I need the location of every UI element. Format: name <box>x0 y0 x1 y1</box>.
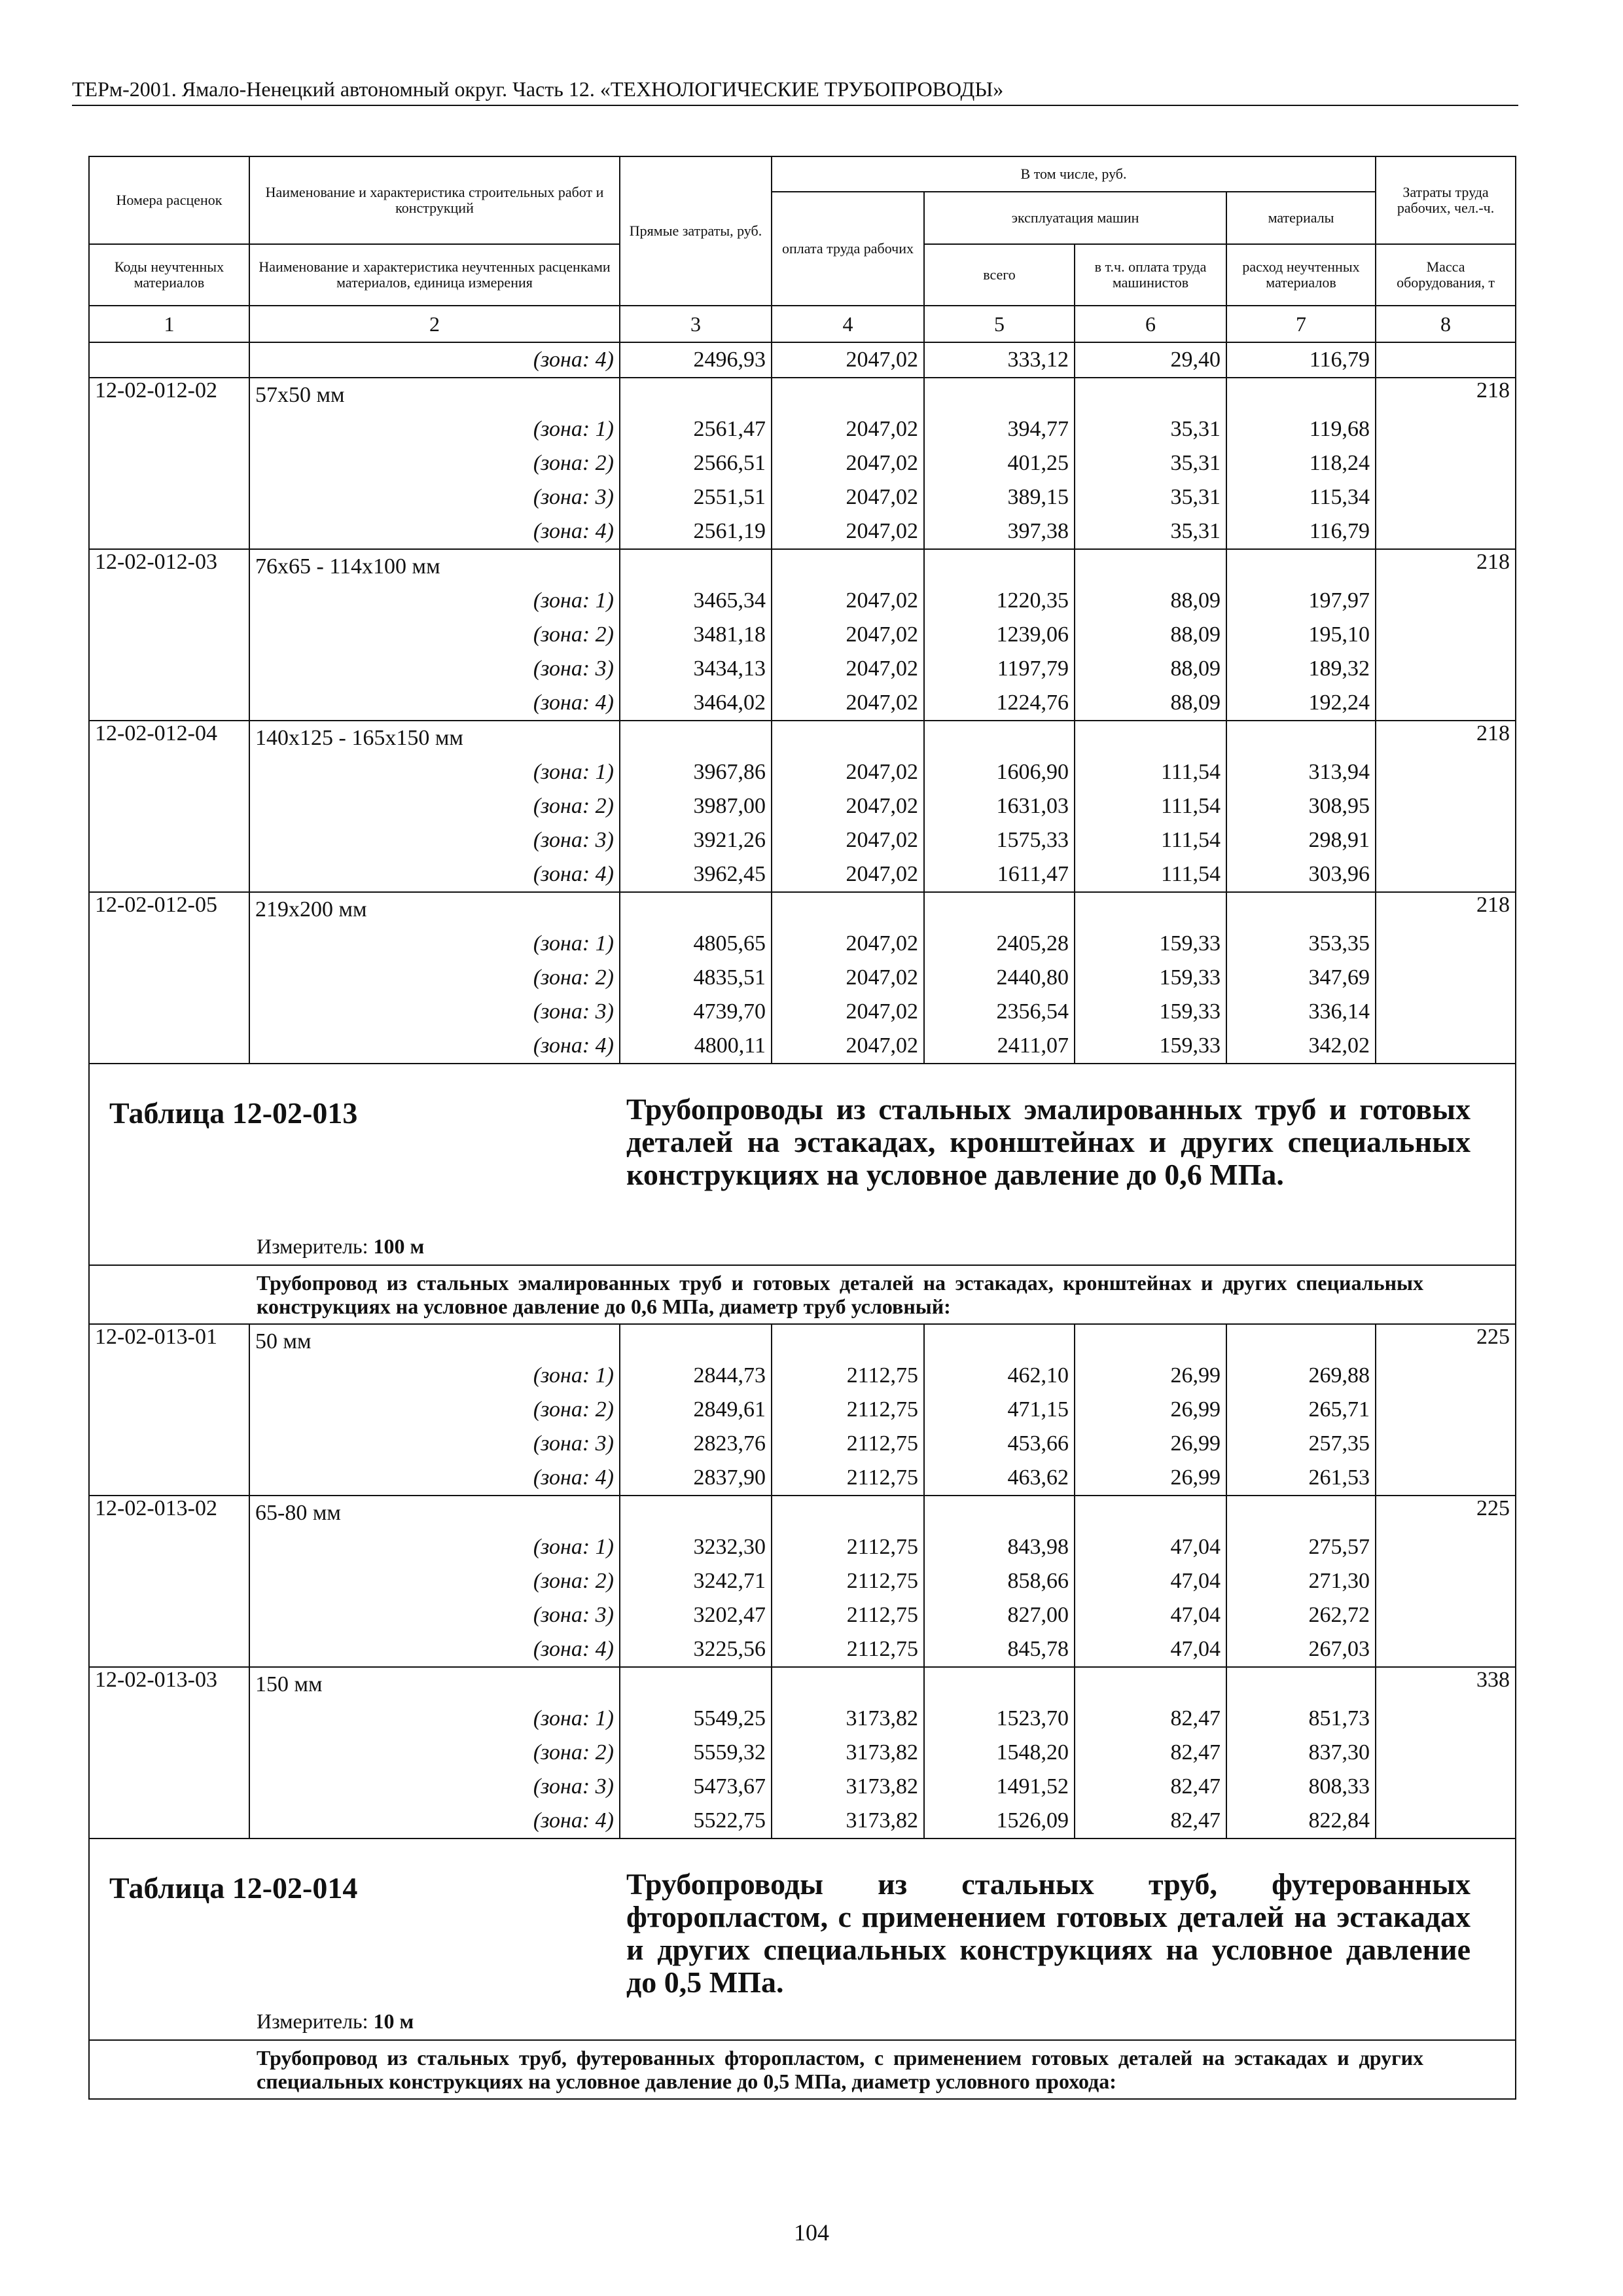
item-code: 12-02-013-02 <box>89 1496 249 1667</box>
col-number: 8 <box>1376 306 1516 342</box>
wage-cost: 2047,02 <box>772 755 924 789</box>
machines-total: 471,15 <box>924 1393 1075 1427</box>
materials-cost: 195,10 <box>1226 618 1376 652</box>
col-incl-wage-header: в т.ч. оплата труда машинистов <box>1075 244 1226 306</box>
col-codes-header: Коды неучтенных материалов <box>89 244 249 306</box>
wage-cost: 2047,02 <box>772 927 924 961</box>
item-row <box>89 378 1516 412</box>
machines-total: 1611,47 <box>924 857 1075 892</box>
zone-label: (зона: 2) <box>249 446 620 480</box>
zone-label: (зона: 3) <box>249 1770 620 1804</box>
direct-cost: 2561,19 <box>620 514 772 549</box>
col-total-header: всего <box>924 244 1075 306</box>
machines-total: 1224,76 <box>924 686 1075 721</box>
col-number: 4 <box>772 306 924 342</box>
col-mass-header: Масса оборудования, т <box>1376 244 1516 306</box>
machines-total: 858,66 <box>924 1564 1075 1598</box>
machines-total: 1197,79 <box>924 652 1075 686</box>
machinist-wage: 47,04 <box>1075 1564 1226 1598</box>
zone-row <box>89 857 1516 892</box>
labor-cell <box>1376 342 1516 378</box>
item-name: 150 мм <box>249 1667 620 1702</box>
machines-total: 845,78 <box>924 1632 1075 1667</box>
wage-cost: 2047,02 <box>772 342 924 378</box>
col-wage-header: оплата труда рабочих <box>772 192 924 306</box>
direct-cost: 3962,45 <box>620 857 772 892</box>
wage-cost: 3173,82 <box>772 1804 924 1839</box>
table-title: Трубопроводы из стальных эмалированных труб и готовых деталей на эстакадах, кронштейнах и других специальных конструкциях на условное давление до 0,6 МПа. <box>626 1092 1471 1191</box>
materials-cost: 308,95 <box>1226 789 1376 823</box>
zone-label: (зона: 3) <box>249 652 620 686</box>
zone-row <box>89 755 1516 789</box>
item-row <box>89 892 1516 927</box>
zone-row <box>89 412 1516 446</box>
table-row <box>89 342 1516 378</box>
zone-label: (зона: 3) <box>249 1598 620 1632</box>
machines-total: 463,62 <box>924 1461 1075 1496</box>
machines-total: 1631,03 <box>924 789 1075 823</box>
machines-total: 1526,09 <box>924 1804 1075 1839</box>
machinist-wage: 111,54 <box>1075 755 1226 789</box>
zone-row <box>89 789 1516 823</box>
machinist-wage: 26,99 <box>1075 1393 1226 1427</box>
direct-cost: 4739,70 <box>620 995 772 1029</box>
zone-label: (зона: 4) <box>249 686 620 721</box>
item-name: 57x50 мм <box>249 378 620 412</box>
machinist-wage: 111,54 <box>1075 789 1226 823</box>
machines-total: 389,15 <box>924 480 1075 514</box>
machinist-wage: 26,99 <box>1075 1359 1226 1393</box>
wage-cost: 2047,02 <box>772 995 924 1029</box>
machinist-wage: 88,09 <box>1075 618 1226 652</box>
machinist-wage: 159,33 <box>1075 927 1226 961</box>
direct-cost: 4800,11 <box>620 1029 772 1064</box>
direct-cost: 2837,90 <box>620 1461 772 1496</box>
item-name: 76x65 - 114x100 мм <box>249 549 620 584</box>
zone-row <box>89 480 1516 514</box>
zone-row <box>89 1461 1516 1496</box>
materials-cost: 119,68 <box>1226 412 1376 446</box>
materials-cost: 851,73 <box>1226 1702 1376 1736</box>
materials-cost: 822,84 <box>1226 1804 1376 1839</box>
header-rule <box>72 105 1518 106</box>
machines-total: 453,66 <box>924 1427 1075 1461</box>
direct-cost: 3202,47 <box>620 1598 772 1632</box>
materials-cost: 303,96 <box>1226 857 1376 892</box>
materials-cost: 197,97 <box>1226 584 1376 618</box>
materials-cost: 271,30 <box>1226 1564 1376 1598</box>
direct-cost: 3232,30 <box>620 1530 772 1564</box>
machines-total: 1606,90 <box>924 755 1075 789</box>
labor-cost: 218 <box>1376 721 1516 892</box>
zone-label: (зона: 3) <box>249 1427 620 1461</box>
direct-cost: 4805,65 <box>620 927 772 961</box>
wage-cost: 2112,75 <box>772 1632 924 1667</box>
col-number: 3 <box>620 306 772 342</box>
machines-total: 401,25 <box>924 446 1075 480</box>
machines-total: 843,98 <box>924 1530 1075 1564</box>
machinist-wage: 82,47 <box>1075 1804 1226 1839</box>
labor-cost: 218 <box>1376 549 1516 721</box>
machines-total: 2411,07 <box>924 1029 1075 1064</box>
direct-cost: 3242,71 <box>620 1564 772 1598</box>
machinist-wage: 26,99 <box>1075 1427 1226 1461</box>
materials-cost: 261,53 <box>1226 1461 1376 1496</box>
item-code: 12-02-012-03 <box>89 549 249 721</box>
col-direct-header: Прямые затраты, руб. <box>620 156 772 306</box>
zone-label: (зона: 2) <box>249 789 620 823</box>
zone-row <box>89 1564 1516 1598</box>
materials-cost: 115,34 <box>1226 480 1376 514</box>
zone-label: (зона: 4) <box>249 1029 620 1064</box>
wage-cost: 2047,02 <box>772 652 924 686</box>
zone-label: (зона: 4) <box>249 514 620 549</box>
direct-cost: 3987,00 <box>620 789 772 823</box>
direct-cost: 2496,93 <box>620 342 772 378</box>
wage-cost: 2112,75 <box>772 1564 924 1598</box>
machinist-wage: 35,31 <box>1075 480 1226 514</box>
item-row <box>89 549 1516 584</box>
zone-row <box>89 584 1516 618</box>
zone-label: (зона: 3) <box>249 823 620 857</box>
direct-cost: 2844,73 <box>620 1359 772 1393</box>
materials-cost: 269,88 <box>1226 1359 1376 1393</box>
item-row <box>89 721 1516 755</box>
col-number: 1 <box>89 306 249 342</box>
wage-cost: 2047,02 <box>772 686 924 721</box>
zone-row <box>89 1029 1516 1064</box>
zone-label: (зона: 2) <box>249 1736 620 1770</box>
price-table <box>88 156 1516 2100</box>
zone-label: (зона: 2) <box>249 1564 620 1598</box>
wage-cost: 2112,75 <box>772 1530 924 1564</box>
item-name: 65-80 мм <box>249 1496 620 1530</box>
direct-cost: 3921,26 <box>620 823 772 857</box>
wage-cost: 2047,02 <box>772 514 924 549</box>
machines-total: 1239,06 <box>924 618 1075 652</box>
machines-total: 397,38 <box>924 514 1075 549</box>
direct-cost: 3464,02 <box>620 686 772 721</box>
machinist-wage: 159,33 <box>1075 961 1226 995</box>
machines-total: 1220,35 <box>924 584 1075 618</box>
machinist-wage: 82,47 <box>1075 1702 1226 1736</box>
materials-cost: 262,72 <box>1226 1598 1376 1632</box>
wage-cost: 2047,02 <box>772 480 924 514</box>
zone-row <box>89 1770 1516 1804</box>
materials-cost: 347,69 <box>1226 961 1376 995</box>
machinist-wage: 47,04 <box>1075 1632 1226 1667</box>
wage-cost: 3173,82 <box>772 1770 924 1804</box>
materials-cost: 118,24 <box>1226 446 1376 480</box>
col-machines-header: эксплуатация машин <box>924 192 1226 244</box>
materials-cost: 342,02 <box>1226 1029 1376 1064</box>
zone-row <box>89 1530 1516 1564</box>
wage-cost: 2047,02 <box>772 961 924 995</box>
wage-cost: 2047,02 <box>772 446 924 480</box>
item-code: 12-02-013-01 <box>89 1324 249 1496</box>
running-header: ТЕРм-2001. Ямало-Ненецкий автономный округ. Часть 12. «ТЕХНОЛОГИЧЕСКИЕ ТРУБОПРОВОДЫ» <box>72 77 1004 101</box>
materials-cost: 267,03 <box>1226 1632 1376 1667</box>
machines-total: 394,77 <box>924 412 1075 446</box>
labor-cost: 218 <box>1376 378 1516 549</box>
wage-cost: 3173,82 <box>772 1736 924 1770</box>
zone-row <box>89 514 1516 549</box>
direct-cost: 2849,61 <box>620 1393 772 1427</box>
wage-cost: 2112,75 <box>772 1598 924 1632</box>
zone-row <box>89 652 1516 686</box>
wage-cost: 2047,02 <box>772 1029 924 1064</box>
machinist-wage: 82,47 <box>1075 1770 1226 1804</box>
machinist-wage: 159,33 <box>1075 995 1226 1029</box>
item-code: 12-02-012-04 <box>89 721 249 892</box>
wage-cost: 2047,02 <box>772 857 924 892</box>
table-title: Трубопроводы из стальных труб, футерованных фторопластом, с применением готовых деталей на эстакадах и других специальных конструкциях на условное давление до 0,5 МПа. <box>626 1867 1471 1999</box>
direct-cost: 3967,86 <box>620 755 772 789</box>
zone-label: (зона: 2) <box>249 1393 620 1427</box>
col-including-header: В том числе, руб. <box>772 156 1376 192</box>
table-13-heading-row <box>89 1064 1516 1265</box>
machinist-wage: 82,47 <box>1075 1736 1226 1770</box>
zone-label: (зона: 2) <box>249 961 620 995</box>
machinist-wage: 159,33 <box>1075 1029 1226 1064</box>
wage-cost: 2112,75 <box>772 1461 924 1496</box>
zone-row <box>89 995 1516 1029</box>
direct-cost: 5549,25 <box>620 1702 772 1736</box>
machines-total: 462,10 <box>924 1359 1075 1393</box>
zone-label: (зона: 3) <box>249 995 620 1029</box>
machinist-wage: 111,54 <box>1075 857 1226 892</box>
wage-cost: 2047,02 <box>772 412 924 446</box>
materials-cost: 189,32 <box>1226 652 1376 686</box>
direct-cost: 3225,56 <box>620 1632 772 1667</box>
direct-cost: 2561,47 <box>620 412 772 446</box>
materials-cost: 257,35 <box>1226 1427 1376 1461</box>
section-description: Трубопровод из стальных труб, футерованных фторопластом, с применением готовых деталей на эстакадах и других специальных конструкциях на условное давление до 0,5 МПа, диаметр условного прохода: <box>89 2040 1516 2099</box>
materials-cost: 336,14 <box>1226 995 1376 1029</box>
materials-cost: 275,57 <box>1226 1530 1376 1564</box>
col-mat-cons-header: расход неучтенных материалов <box>1226 244 1376 306</box>
labor-cost: 225 <box>1376 1496 1516 1667</box>
table-number: Таблица 12-02-014 <box>109 1871 358 1905</box>
materials-cost: 313,94 <box>1226 755 1376 789</box>
section-description: Трубопровод из стальных эмалированных труб и готовых деталей на эстакадах, кронштейнах и других специальных конструкциях на условное давление до 0,6 МПа, диаметр труб условный: <box>89 1265 1516 1324</box>
col-number: 5 <box>924 306 1075 342</box>
item-name: 50 мм <box>249 1324 620 1359</box>
zone-label: (зона: 1) <box>249 584 620 618</box>
direct-cost: 4835,51 <box>620 961 772 995</box>
zone-row <box>89 927 1516 961</box>
item-code: 12-02-012-02 <box>89 378 249 549</box>
item-row <box>89 1496 1516 1530</box>
zone-row <box>89 1359 1516 1393</box>
zone-label: (зона: 1) <box>249 1530 620 1564</box>
materials-cost: 808,33 <box>1226 1770 1376 1804</box>
machinist-wage: 29,40 <box>1075 342 1226 378</box>
materials-cost: 116,79 <box>1226 514 1376 549</box>
machinist-wage: 111,54 <box>1075 823 1226 857</box>
wage-cost: 2112,75 <box>772 1359 924 1393</box>
zone-label: (зона: 1) <box>249 1702 620 1736</box>
direct-cost: 2823,76 <box>620 1427 772 1461</box>
machines-total: 1491,52 <box>924 1770 1075 1804</box>
direct-cost: 2566,51 <box>620 446 772 480</box>
table-14-heading-row <box>89 1839 1516 2040</box>
machines-total: 1548,20 <box>924 1736 1075 1770</box>
item-name: 140x125 - 165x150 мм <box>249 721 620 755</box>
direct-cost: 2551,51 <box>620 480 772 514</box>
zone-label: (зона: 1) <box>249 1359 620 1393</box>
machinist-wage: 47,04 <box>1075 1530 1226 1564</box>
page-number: 104 <box>794 2219 829 2246</box>
item-code: 12-02-012-05 <box>89 892 249 1064</box>
zone-row <box>89 1736 1516 1770</box>
machines-total: 2405,28 <box>924 927 1075 961</box>
zone-label: (зона: 3) <box>249 480 620 514</box>
col-number: 2 <box>249 306 620 342</box>
zone-label: (зона: 4) <box>249 1461 620 1496</box>
materials-cost: 265,71 <box>1226 1393 1376 1427</box>
wage-cost: 2112,75 <box>772 1427 924 1461</box>
zone-label: (зона: 1) <box>249 412 620 446</box>
wage-cost: 2047,02 <box>772 618 924 652</box>
direct-cost: 3434,13 <box>620 652 772 686</box>
table-number: Таблица 12-02-013 <box>109 1096 358 1130</box>
zone-row <box>89 1632 1516 1667</box>
zone-row <box>89 1393 1516 1427</box>
code-cell <box>89 342 249 378</box>
machinist-wage: 47,04 <box>1075 1598 1226 1632</box>
machinist-wage: 88,09 <box>1075 584 1226 618</box>
materials-cost: 837,30 <box>1226 1736 1376 1770</box>
zone-row <box>89 446 1516 480</box>
zone-label: (зона: 1) <box>249 927 620 961</box>
zone-label: (зона: 4) <box>249 857 620 892</box>
direct-cost: 3481,18 <box>620 618 772 652</box>
materials-cost: 298,91 <box>1226 823 1376 857</box>
wage-cost: 2047,02 <box>772 823 924 857</box>
materials-cost: 116,79 <box>1226 342 1376 378</box>
machines-total: 1575,33 <box>924 823 1075 857</box>
zone-label: (зона: 2) <box>249 618 620 652</box>
direct-cost: 5473,67 <box>620 1770 772 1804</box>
machines-total: 827,00 <box>924 1598 1075 1632</box>
direct-cost: 5559,32 <box>620 1736 772 1770</box>
machines-total: 333,12 <box>924 342 1075 378</box>
materials-cost: 353,35 <box>1226 927 1376 961</box>
wage-cost: 2047,02 <box>772 584 924 618</box>
item-code: 12-02-013-03 <box>89 1667 249 1839</box>
zone-row <box>89 1702 1516 1736</box>
zone-row <box>89 686 1516 721</box>
materials-cost: 192,24 <box>1226 686 1376 721</box>
zone-row <box>89 1804 1516 1839</box>
labor-cost: 218 <box>1376 892 1516 1064</box>
wage-cost: 2112,75 <box>772 1393 924 1427</box>
item-name: 219x200 мм <box>249 892 620 927</box>
machinist-wage: 88,09 <box>1075 652 1226 686</box>
machines-total: 1523,70 <box>924 1702 1075 1736</box>
machinist-wage: 35,31 <box>1075 412 1226 446</box>
machinist-wage: 88,09 <box>1075 686 1226 721</box>
col-materials-header: материалы <box>1226 192 1376 244</box>
machines-total: 2356,54 <box>924 995 1075 1029</box>
col-labor-header: Затраты труда рабочих, чел.-ч. <box>1376 156 1516 244</box>
direct-cost: 5522,75 <box>620 1804 772 1839</box>
zone-row <box>89 1427 1516 1461</box>
machinist-wage: 35,31 <box>1075 514 1226 549</box>
measure-unit: Измеритель: 10 м <box>257 2009 414 2033</box>
item-row <box>89 1324 1516 1359</box>
col-name2-header: Наименование и характеристика неучтенных расценками материалов, единица измерения <box>249 244 620 306</box>
zone-row <box>89 823 1516 857</box>
zone-label: (зона: 4) <box>249 1632 620 1667</box>
labor-cost: 225 <box>1376 1324 1516 1496</box>
machines-total: 2440,80 <box>924 961 1075 995</box>
machinist-wage: 26,99 <box>1075 1461 1226 1496</box>
direct-cost: 3465,34 <box>620 584 772 618</box>
zone-row <box>89 618 1516 652</box>
item-row <box>89 1667 1516 1702</box>
col-number: 7 <box>1226 306 1376 342</box>
col-num-header: Номера расценок <box>89 156 249 244</box>
zone-row <box>89 1598 1516 1632</box>
labor-cost: 338 <box>1376 1667 1516 1839</box>
measure-unit: Измеритель: 100 м <box>257 1234 425 1258</box>
zone-label: (зона: 4) <box>249 1804 620 1839</box>
machinist-wage: 35,31 <box>1075 446 1226 480</box>
col-number: 6 <box>1075 306 1226 342</box>
wage-cost: 2047,02 <box>772 789 924 823</box>
zone-row <box>89 961 1516 995</box>
zone-label: (зона: 4) <box>249 342 620 378</box>
wage-cost: 3173,82 <box>772 1702 924 1736</box>
zone-label: (зона: 1) <box>249 755 620 789</box>
col-name-header: Наименование и характеристика строительных работ и конструкций <box>249 156 620 244</box>
